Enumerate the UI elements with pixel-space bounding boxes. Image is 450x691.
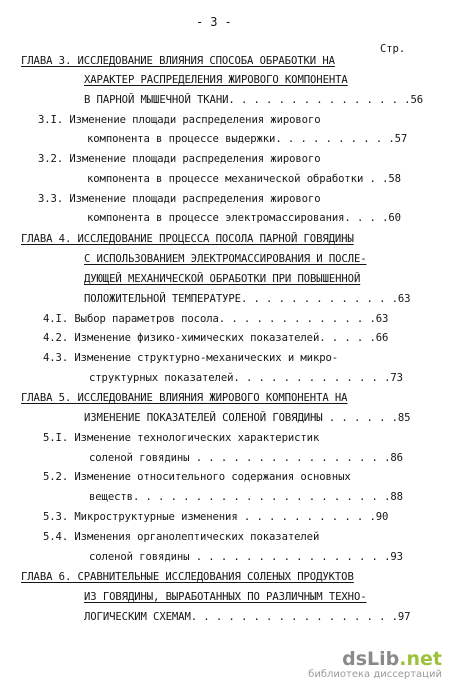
toc-chapter-6-title-line-3: ЛОГИЧЕСКИМ СХЕМАМ. . . . . . . . . . . . . . . . .97 — [84, 611, 411, 623]
toc-section-4-2: 4.2. Изменение физико-химических показателей. . . . .66 — [43, 332, 389, 344]
toc-section-4-1: 4.I. Выбор параметров посола. . . . . . . . . . . . .63 — [43, 313, 389, 325]
toc-section-3-2-line-1: 3.2. Изменение площади распределения жирового — [38, 153, 321, 165]
toc-chapter-6-title-line-1: ГЛАВА 6. СРАВНИТЕЛЬНЫЕ ИССЛЕДОВАНИЯ СОЛЕНЫХ ПРОДУКТОВ — [21, 571, 354, 583]
toc-section-4-3-line-2: структурных показателей. . . . . . . . . . . . .73 — [89, 372, 403, 384]
page-number: - 3 - — [196, 15, 232, 29]
toc-chapter-3-title-line-1: ГЛАВА 3. ИССЛЕДОВАНИЕ ВЛИЯНИЯ СПОСОБА ОБРАБОТКИ НА — [21, 55, 335, 67]
toc-section-5-4-line-2: соленой говядины . . . . . . . . . . . . . . . .93 — [89, 551, 403, 563]
toc-section-5-1-line-1: 5.I. Изменение технологических характеристик — [43, 432, 320, 444]
toc-chapter-5-title-line-2: ИЗМЕНЕНИЕ ПОКАЗАТЕЛЕЙ СОЛЕНОЙ ГОВЯДИНЫ . . . . . .85 — [84, 412, 411, 424]
toc-section-3-3-line-1: 3.3. Изменение площади распределения жирового — [38, 193, 321, 205]
dslib-subtitle: библиотека диссертаций — [308, 669, 442, 680]
dslib-watermark — [308, 649, 442, 681]
toc-chapter-5-title-line-1: ГЛАВА 5. ИССЛЕДОВАНИЕ ВЛИЯНИЯ ЖИРОВОГО КОМПОНЕНТА НА — [21, 392, 348, 404]
toc-section-5-3: 5.3. Микроструктурные изменения . . . . . . . . . . .90 — [43, 511, 389, 523]
toc-chapter-4-title-line-1: ГЛАВА 4. ИССЛЕДОВАНИЕ ПРОЦЕССА ПОСОЛА ПАРНОЙ ГОВЯДИНЫ — [21, 233, 354, 245]
toc-section-3-3-line-2: компонента в процессе электромассирования. . . .60 — [87, 212, 401, 224]
toc-section-3-2-line-2: компонента в процессе механической обработки . .58 — [87, 173, 401, 185]
toc-section-3-1-line-2: компонента в процессе выдержки. . . . . . . . . .57 — [87, 133, 408, 145]
toc-section-4-3-line-1: 4.3. Изменение структурно-механических и микро- — [43, 352, 339, 364]
toc-section-5-2-line-1: 5.2. Изменение относительного содержания основных — [43, 471, 351, 483]
toc-chapter-3-title-line-3: В ПАРНОЙ МЫШЕЧНОЙ ТКАНИ. . . . . . . . . . . . . . .56 — [84, 94, 424, 106]
column-header-page: Стр. — [380, 43, 406, 55]
toc-chapter-3-title-line-2: ХАРАКТЕР РАСПРЕДЕЛЕНИЯ ЖИРОВОГО КОМПОНЕНТА — [84, 74, 348, 86]
toc-section-5-2-line-2: веществ. . . . . . . . . . . . . . . . . . . . .88 — [89, 491, 403, 503]
toc-section-3-1-line-1: 3.I. Изменение площади распределения жирового — [38, 114, 321, 126]
toc-chapter-6-title-line-2: ИЗ ГОВЯДИНЫ, ВЫРАБОТАННЫХ ПО РАЗЛИЧНЫМ ТЕХНО- — [84, 591, 367, 603]
toc-chapter-4-title-line-2: С ИСПОЛЬЗОВАНИЕМ ЭЛЕКТРОМАССИРОВАНИЯ И ПОСЛЕ- — [84, 253, 367, 265]
toc-chapter-4-title-line-3: ДУЮЩЕЙ МЕХАНИЧЕСКОЙ ОБРАБОТКИ ПРИ ПОВЫШЕННОЙ — [84, 273, 361, 285]
dslib-logo: dsLib.net — [342, 648, 442, 670]
toc-section-5-4-line-1: 5.4. Изменения органолептических показателей — [43, 531, 320, 543]
toc-section-5-1-line-2: соленой говядины . . . . . . . . . . . . . . . .86 — [89, 452, 403, 464]
toc-chapter-4-title-line-4: ПОЛОЖИТЕЛЬНОЙ ТЕМПЕРАТУРЕ. . . . . . . . . . . . .63 — [84, 293, 411, 305]
